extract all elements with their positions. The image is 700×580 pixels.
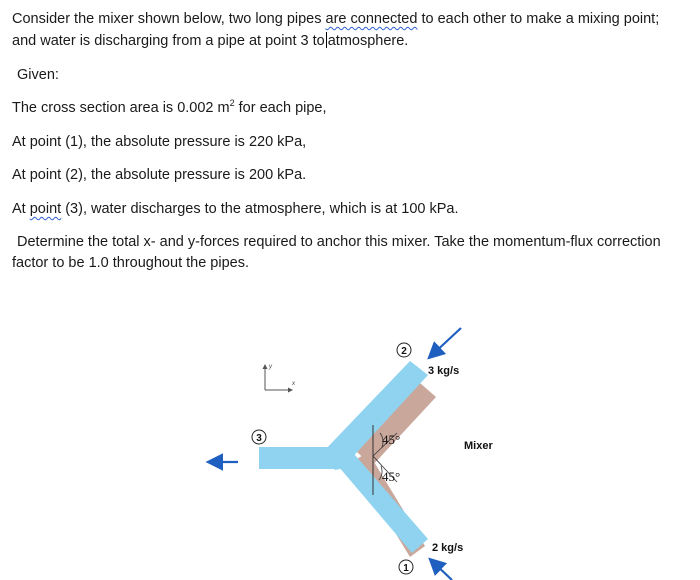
point-1-number: 1: [403, 563, 409, 574]
point3-text-end: (3), water discharges to the atmosphere, which is at 100 kPa.: [61, 201, 459, 217]
intro-text-2: and water is discharging from a pipe at point 3 to: [12, 33, 325, 49]
point-marker-2: [397, 343, 411, 357]
task-line-2: factor to be 1.0 throughout the pipes.: [12, 255, 249, 271]
flow-arrow-top-icon: [432, 328, 461, 355]
point-marker-1: [399, 560, 413, 574]
point-2-number: 2: [401, 346, 407, 357]
angle-upper-label: 45°: [382, 432, 401, 447]
intro-text: Consider the mixer shown below, two long pipes: [12, 11, 326, 27]
point2-line: At point (2), the absolute pressure is 200 kPa.: [12, 167, 307, 183]
axis-x-label: x: [292, 381, 295, 387]
angle-lower-label: 45°: [382, 469, 401, 484]
area-text-end: for each pipe,: [234, 100, 327, 116]
axes-icon: [265, 364, 296, 390]
point-3-number: 3: [256, 433, 262, 444]
flow-rate-bottom: 2 kg/s: [432, 542, 464, 554]
point1-line: At point (1), the absolute pressure is 220 kPa,: [12, 134, 307, 150]
point-marker-3: [252, 430, 266, 444]
mixer-label: Mixer: [464, 440, 493, 452]
given-heading: Given:: [17, 67, 59, 83]
flow-arrow-bottom-icon: [433, 562, 452, 580]
axis-y-label: y: [269, 364, 272, 370]
point3-text: At: [12, 201, 30, 217]
area-superscript: 2: [229, 98, 235, 108]
intro-text-end: to each other to make a mixing point;: [417, 11, 660, 27]
spellcheck-word[interactable]: point: [29, 201, 62, 217]
area-text: The cross section area is 0.002 m: [12, 100, 230, 116]
task-line-1: Determine the total x- and y-forces required to anchor this mixer. Take the momentum-flux correction: [17, 234, 661, 250]
intro-text-2-end: atmosphere.: [327, 33, 409, 49]
spellcheck-phrase[interactable]: are connected: [325, 11, 418, 27]
flow-rate-top: 3 kg/s: [428, 365, 460, 377]
